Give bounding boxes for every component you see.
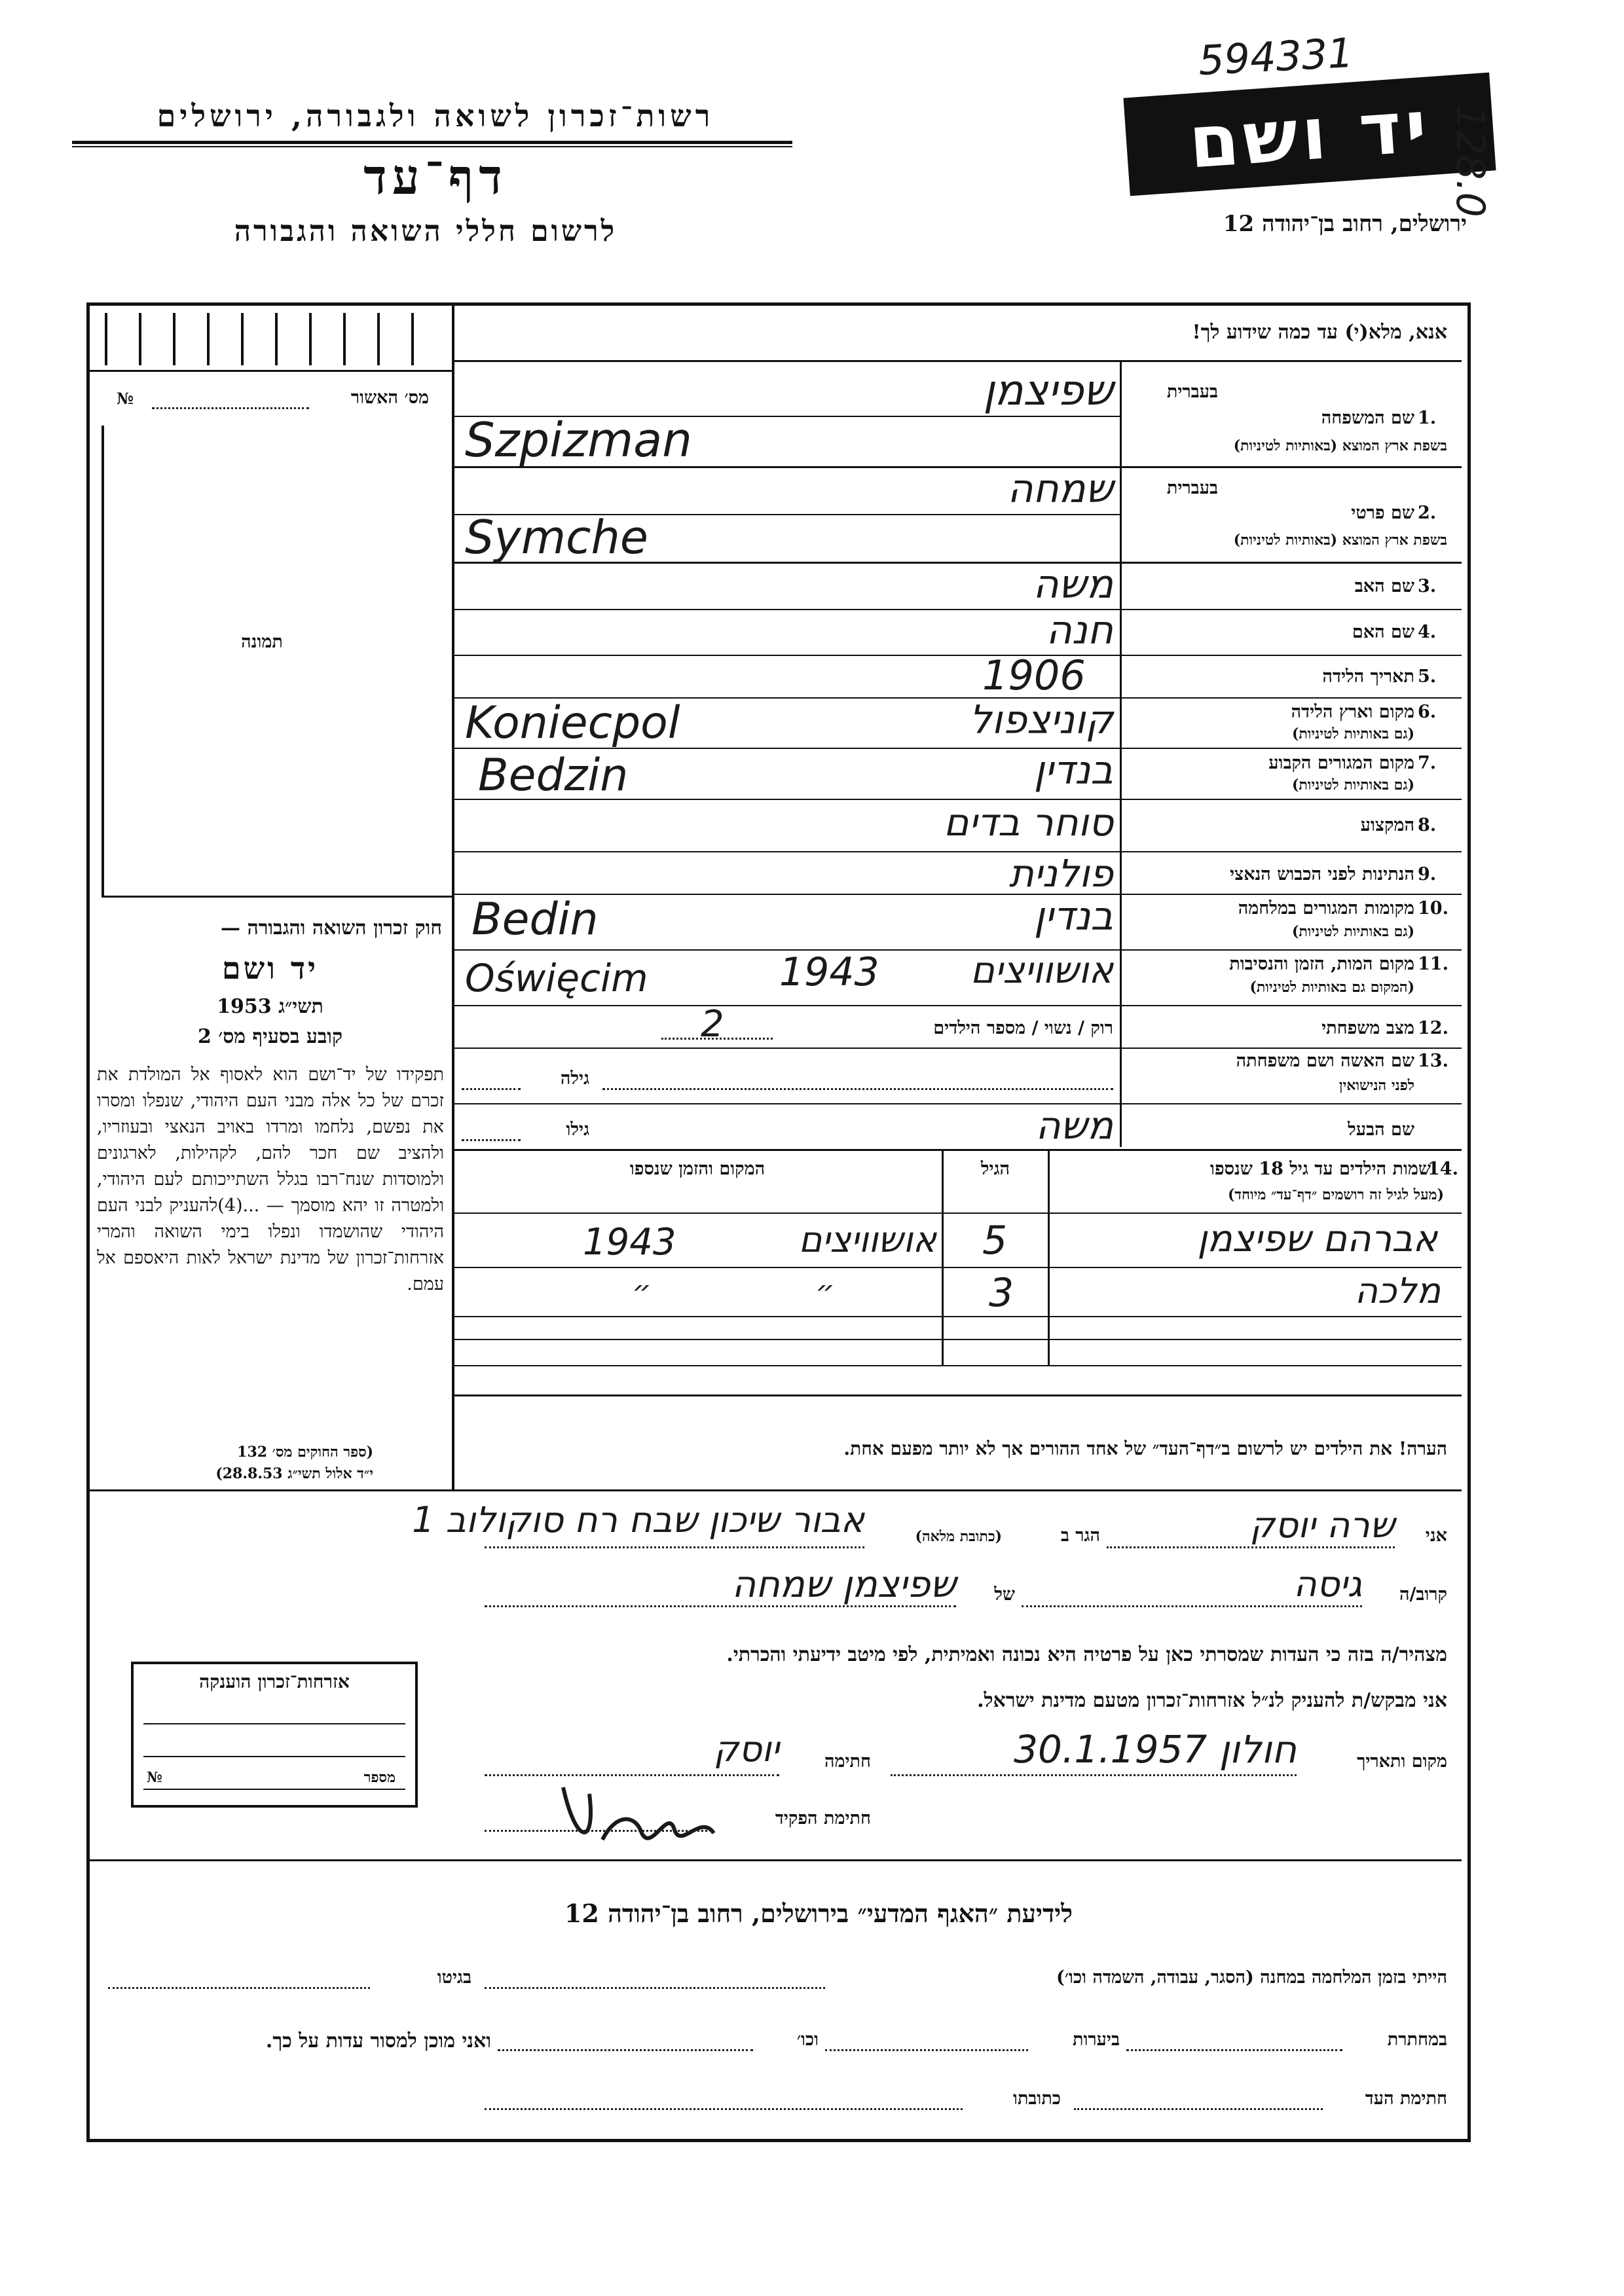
logo-text: יד ושם xyxy=(1186,84,1433,185)
stamp-box-no-mark: № xyxy=(147,1769,162,1786)
children-note: (מעל לגיל זה רושמים ״דף־עד״ מיוחד) xyxy=(1227,1186,1444,1203)
field-2-value-heb[interactable]: שמחה xyxy=(1007,466,1113,512)
law-text: תפקידו של יד־ושם הוא לאסוף אל המולדת את זכרם של כל אלה מבני העם היהודי, שנפלו ומסרו את נפשם, נלחמו ומרדו באויב הנאצי ובעוזריו, ולהציב שם חכר להם, לקהילות, לארגונים ולמוסדות שנח־רבו בגלל השתייכותם לעם היהודי, ולמטרה זו יהא מוסמך — ...(4)להעניק לבני העם היהודי שהושמדו ונפלו בימי השואה והמרי אזרחות־זכרון של מדינת ישראל לאות היאספם אל עמם. xyxy=(97,1065,444,1294)
children-col-age: הגיל xyxy=(980,1159,1010,1179)
declarant-bottom-line xyxy=(90,1859,1462,1861)
approval-no-mark: № xyxy=(117,389,134,408)
husband-label: שם הבעל xyxy=(1348,1120,1414,1140)
field-5-num: 5. xyxy=(1418,666,1437,687)
field-7-label: מקום המגורים הקבוע xyxy=(1268,753,1414,773)
children-col-place: המקום והזמן שנספו xyxy=(629,1159,766,1179)
field-9-label: הנתינות לפני הכבוש הנאצי xyxy=(1229,864,1414,884)
field-6-value-lat[interactable]: Koniecpol xyxy=(465,697,680,749)
field-1-value-heb[interactable]: שפיצמן xyxy=(983,367,1113,415)
field-11-note: (המקום גם באותיות לטיניות) xyxy=(1249,979,1414,996)
field-11-value-lat[interactable]: Oświęcim xyxy=(465,956,648,1000)
children-num: 14. xyxy=(1428,1159,1458,1179)
approval-label: מס׳ האשור xyxy=(350,388,429,408)
field-7-value-lat[interactable]: Bedzin xyxy=(478,750,629,801)
footer-line3-a: חתימת העד xyxy=(1365,2088,1447,2109)
field-12-label: מצב משפחתי xyxy=(1321,1018,1414,1038)
footer-line1-a: הייתי בזמן המלחמה במחנה (הסגר, עבודה, השמדה וכו׳) xyxy=(1056,1967,1447,1988)
field-13-note: לפני הנישואין xyxy=(1338,1077,1414,1094)
field-12-value[interactable]: 2 xyxy=(701,1003,724,1046)
remark: הערה! את הילדים יש לרשום ב״דף־העד״ של אחד ההורים אך לא יותר מפעם אחת. xyxy=(843,1438,1447,1459)
stamp-box-line-1 xyxy=(143,1723,405,1724)
field-1-value-lat[interactable]: Szpizman xyxy=(465,412,692,467)
field-2-label: שם פרטי xyxy=(1351,503,1414,523)
field-8-value[interactable]: סוחר בדים xyxy=(943,800,1113,845)
footer-line1-b: בגיטו xyxy=(437,1967,471,1988)
field-7-note: (גם באותיות לטיניות) xyxy=(1291,776,1414,793)
declarant-name-value[interactable]: שרה יוסק xyxy=(1249,1504,1395,1546)
form-title: דף־עד xyxy=(363,149,507,206)
field-13-age-line[interactable] xyxy=(462,1088,521,1090)
remark-bottom-line xyxy=(90,1489,1462,1491)
law-name: יד ושם xyxy=(221,951,319,986)
children-title: שמות הילדים עד גיל 18 שנספו xyxy=(1210,1159,1431,1179)
instructions: אנא, מלא(י) עד כמה שידוע לך! xyxy=(1192,321,1447,344)
footer-line2-forest-field[interactable] xyxy=(825,2049,1028,2051)
child-1-name[interactable]: אברהם שפיצמן xyxy=(1197,1218,1437,1260)
sidebar-divider xyxy=(452,306,454,1491)
declarant-of-line xyxy=(485,1605,956,1607)
child-2-age[interactable]: 3 xyxy=(989,1270,1014,1316)
label-column-divider xyxy=(1120,361,1122,1147)
photo-frame-left xyxy=(101,426,104,897)
place-date-line xyxy=(891,1774,1297,1776)
field-4-num: 4. xyxy=(1418,622,1437,642)
header-underline-1 xyxy=(72,141,792,144)
instructions-divider xyxy=(453,360,1462,362)
child-2-name[interactable]: מלכה xyxy=(1354,1270,1441,1311)
footer-line2-underground-field[interactable] xyxy=(1126,2049,1342,2051)
husband-age-label: גילו xyxy=(566,1120,589,1140)
children-col-div-2 xyxy=(942,1150,944,1366)
field-10-value-heb[interactable]: בנדין xyxy=(1033,894,1113,939)
declarant-of-label: של xyxy=(994,1584,1015,1605)
children-row-line-2 xyxy=(453,1316,1462,1317)
field-13-value-line[interactable] xyxy=(602,1088,1113,1090)
field-12-num: 12. xyxy=(1418,1018,1449,1038)
child-2-year[interactable]: ״ xyxy=(632,1273,652,1309)
husband-value[interactable]: משה xyxy=(1035,1103,1113,1148)
declarant-relation-value[interactable]: גיסה xyxy=(1293,1563,1362,1605)
declarant-address-note: (כתובת מלאה) xyxy=(915,1528,1002,1545)
child-1-year[interactable]: 1943 xyxy=(583,1221,676,1264)
children-row-line-1 xyxy=(453,1267,1462,1268)
stamp-box-number-label: מספר xyxy=(363,1769,396,1786)
footer-line3-signature-field[interactable] xyxy=(1074,2108,1323,2110)
declarant-of-value[interactable]: שפיצמן שמחה xyxy=(731,1563,956,1606)
footer-heading: לידיעת ״האגף המדעי״ בירושלים, רחוב בן־יהודה 12 xyxy=(564,1899,1073,1928)
field-13-age-label: גילה xyxy=(560,1068,589,1089)
field-5-value[interactable]: 1906 xyxy=(982,651,1086,699)
declarant-name-line xyxy=(1107,1546,1395,1548)
children-row-line-3 xyxy=(453,1339,1462,1340)
header-underline-2 xyxy=(72,146,792,147)
stamp-box-line-3 xyxy=(143,1789,405,1790)
declarant-relation-label: קרוב/ה xyxy=(1399,1584,1447,1605)
field-9-num: 9. xyxy=(1418,864,1437,884)
footer-line2-d: ואני מוכן למסור עדות על כך. xyxy=(265,2030,491,2052)
field-7-num: 7. xyxy=(1418,753,1437,773)
request-text: אני מבקש/ת להעניק לנ״ל אזרחות־זכרון מטעם מדינת ישראל. xyxy=(977,1689,1447,1712)
footer-line1-ghetto-field[interactable] xyxy=(108,1987,370,1989)
field-13-num: 13. xyxy=(1418,1051,1449,1071)
declarant-address-line xyxy=(485,1546,864,1548)
form-subtitle: לרשום חללי השואה והגבורה xyxy=(234,215,618,248)
field-1-label: שם המשפחה xyxy=(1321,408,1414,428)
archive-number: 594331 xyxy=(1197,28,1355,85)
logo xyxy=(1123,73,1496,196)
field-1-heb-tag: בעברית xyxy=(1166,382,1218,402)
signature-label: חתימה xyxy=(824,1751,871,1772)
field-8-label: המקצוע xyxy=(1360,815,1414,835)
field-9-value[interactable]: פולנית xyxy=(1008,851,1113,896)
footer-line1-field[interactable] xyxy=(485,1987,825,1989)
law-year: תשי״ג 1953 xyxy=(217,995,323,1018)
field-8-num: 8. xyxy=(1418,815,1437,835)
field-3-num: 3. xyxy=(1418,576,1437,596)
footer-line3-address-field[interactable] xyxy=(485,2108,963,2110)
children-col-div-1 xyxy=(1048,1150,1050,1366)
place-date-label: מקום ותאריך xyxy=(1357,1751,1447,1772)
field-6-note: (גם באותיות לטיניות) xyxy=(1291,725,1414,742)
signature-value[interactable]: יוסק xyxy=(713,1728,779,1770)
field-10-value-lat[interactable]: Bedin xyxy=(471,894,599,945)
row-line-14 xyxy=(453,1149,1462,1151)
field-12-children-line xyxy=(661,1038,773,1040)
clerk-signature-scribble xyxy=(537,1768,747,1859)
field-11-value-heb[interactable]: אושוויצים xyxy=(970,949,1113,992)
field-13-label: שם האשה ושם משפחתה xyxy=(1236,1051,1414,1071)
declarant-relation-line xyxy=(1022,1605,1362,1607)
declarant-i-label: אני xyxy=(1425,1525,1447,1546)
field-3-label: שם האב xyxy=(1354,576,1414,596)
field-2-heb-tag: בעברית xyxy=(1166,478,1218,498)
footer-line2-c: וכו׳ xyxy=(796,2030,819,2050)
stamp-box-line-2 xyxy=(143,1756,405,1757)
field-4-value[interactable]: חנה xyxy=(1046,608,1113,653)
child-1-age[interactable]: 5 xyxy=(982,1218,1008,1264)
stamp-box xyxy=(131,1662,418,1808)
declarant-resides-label: הגר ב xyxy=(1060,1525,1100,1546)
field-7-value-heb[interactable]: בנדין xyxy=(1033,748,1113,793)
child-1-place[interactable]: אושוויצים xyxy=(798,1219,936,1260)
field-6-num: 6. xyxy=(1418,702,1437,722)
remark-top-line xyxy=(453,1394,1462,1396)
row-line-12 xyxy=(453,1048,1462,1049)
stamp-box-title: אזרחות־זכרון הוענקה xyxy=(199,1671,350,1692)
law-ref-2: י״ד אלול תשי״ג 28.8.53) xyxy=(215,1465,373,1482)
field-2-num: 2. xyxy=(1418,503,1437,523)
field-10-num: 10. xyxy=(1418,898,1449,919)
field-11-num: 11. xyxy=(1418,954,1449,974)
tick-row xyxy=(105,313,445,365)
footer-line2-etc-field[interactable] xyxy=(498,2049,753,2051)
photo-frame-bottom xyxy=(101,896,452,898)
row-line-11 xyxy=(453,1005,1462,1006)
law-ref-1: (ספר החוקים מס׳ 132 xyxy=(237,1444,373,1461)
field-1-num: 1. xyxy=(1418,408,1437,428)
field-11-value-year[interactable]: 1943 xyxy=(779,949,879,995)
row-line-4 xyxy=(453,655,1462,656)
side-note: 128.0 xyxy=(1447,105,1493,217)
field-11-label: מקום המות, הזמן והנסיבות xyxy=(1229,954,1414,974)
place-date-value[interactable]: חולון 30.1.1957 xyxy=(1014,1727,1297,1772)
approval-field[interactable] xyxy=(152,407,309,409)
field-10-label: מקומות המגורים במלחמה xyxy=(1238,898,1414,919)
field-3-value[interactable]: משה xyxy=(1033,562,1113,608)
address: ירושלים, רחוב בן־יהודה 12 xyxy=(1223,211,1467,237)
field-2-value-lat[interactable]: Symche xyxy=(465,511,648,564)
field-10-note: (גם באותיות לטיניות) xyxy=(1291,923,1414,940)
law-section: קובע בסעיף מס׳ 2 xyxy=(197,1025,343,1048)
field-5-label: תאריך הלידה xyxy=(1322,666,1414,687)
footer-line2-b: ביערות xyxy=(1072,2030,1120,2050)
declarant-address-value[interactable]: אבור שיכון שבח רח סוקולוב 1 xyxy=(412,1499,864,1540)
child-2-place[interactable]: ״ xyxy=(815,1273,835,1309)
field-6-label: מקום וארץ הלידה xyxy=(1291,702,1414,722)
field-12-options[interactable]: רוק / נשוי / מספר הילדים xyxy=(933,1018,1113,1038)
field-2-note: בשפת ארץ המוצא (באותיות לטיניות) xyxy=(1233,532,1447,549)
footer-line3-b: כתובתו xyxy=(1013,2088,1061,2109)
footer-line2-a: במחתרת xyxy=(1387,2030,1447,2050)
law-title: חוק זכרון השואה והגבורה — xyxy=(221,917,442,939)
declaration-text: מצהיר/ה בזה כי העדות שמסרתי כאן על פרטיה היא נכונה ואמיתית, לפי מיטב ידיעתי והכרתי. xyxy=(726,1643,1447,1666)
children-row-line-4 xyxy=(453,1365,1462,1366)
tick-row-border xyxy=(90,370,453,372)
authority-name: רשות־זכרון לשואה ולגבורה, ירושלים xyxy=(157,98,714,134)
field-1-note: בשפת ארץ המוצא (באותיות לטיניות) xyxy=(1233,437,1447,454)
field-4-label: שם האם xyxy=(1352,622,1414,642)
photo-label: תמונה xyxy=(241,632,283,652)
clerk-label: חתימת הפקיד xyxy=(775,1808,871,1829)
husband-age-line[interactable] xyxy=(462,1139,521,1141)
children-header-line xyxy=(453,1212,1462,1214)
clerk-signature xyxy=(537,1768,747,1859)
field-6-value-heb[interactable]: קוניצפול xyxy=(969,697,1113,743)
